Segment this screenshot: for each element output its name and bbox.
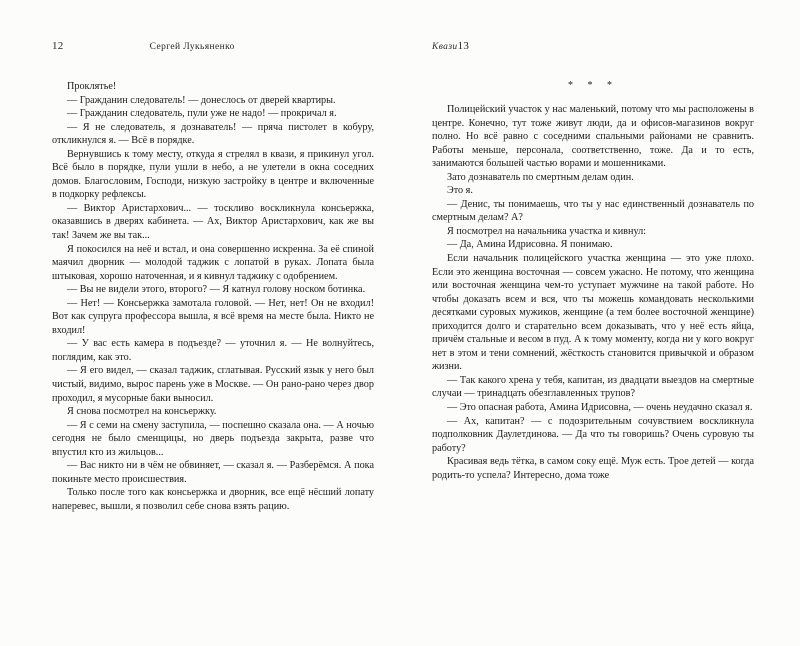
paragraph: Я снова посмотрел на консьержку.	[67, 406, 217, 418]
paragraph: — У вас есть камера в подъезде? — уточнил я. — Не волнуйтесь, поглядим, как это.	[52, 338, 374, 363]
paragraph: Зато дознаватель по смертным делам один.	[447, 171, 634, 183]
paragraph: — Я не следователь, я дознаватель! — пряча пистолет в кобуру, откликнулся я. — Всё в порядке.	[52, 121, 374, 147]
paragraph: Только после того как консьержка и дворник, все ещё нёсший лопату наперевес, вышли, я позволил себе снова взять рацию.	[52, 487, 374, 512]
paragraph: Вернувшись к тому месту, откуда я стрелял в квази, я прикинул угол. Всё было в порядке, пули ушли в небо, а не улетели в окна соседних домов. Благословим, Господи, низкую застройку в центре и включенные в подкорку рефлексы.	[52, 148, 374, 201]
paragraph: Я посмотрел на начальника участка и кивнул:	[447, 225, 647, 237]
paragraph: — Денис, ты понимаешь, что ты у нас единственный дознаватель по смертным делам? А?	[432, 198, 754, 224]
paragraph: — Я его видел, — сказал таджик, сглатывая. Русский язык у него был чистый, видимо, вырос парень уже в Москве. — Он рано-рано через двор проходил, я мусорные баки выносил.	[52, 365, 374, 404]
left-page-body	[52, 80, 374, 514]
paragraph: — Гражданин следователь! — донеслось от дверей квартиры.	[67, 94, 336, 106]
paragraph: Это я.	[447, 185, 473, 197]
right-page-number: 13	[457, 40, 470, 52]
right-running-head-title: Квази	[432, 42, 458, 52]
left-page-number: 12	[52, 40, 64, 52]
left-running-head-title: Сергей Лукьяненко	[149, 42, 235, 52]
paragraph: — Я с семи на смену заступила, — поспешно сказала она. — А ночью сегодня не было сменщицы, но дверь подъезда закрыта, разве что впустил кто из жильцов...	[52, 419, 374, 458]
scene-break: * * *	[568, 80, 618, 91]
paragraph: — Нет! — Консьержка замотала головой. — Нет, нет! Он не входил! Вот как супруга профессора вышла, я всё время на месте была. Никто не входил!	[52, 297, 374, 336]
paragraph: Красивая ведь тётка, в самом соку ещё. Муж есть. Трое детей — когда родить-то успела? Интересно, дома тоже	[432, 456, 754, 481]
paragraph: — Вас никто ни в чём не обвиняет, — сказал я. — Разберёмся. А пока покиньте место происшествия.	[52, 460, 374, 485]
paragraph: — Виктор Аристархович... — тоскливо воскликнула консьержка, оказавшись в дверях кабинета. — Ах, Виктор Аристархович, как же вы так! Зачем же вы так...	[52, 202, 374, 242]
paragraph: Полицейский участок у нас маленький, потому что мы расположены в центре. Конечно, тут тоже живут люди, да и офисов-магазинов вокруг полно. Но всё равно с соседними спальными районами не сравнить. Работы меньше, персонала, соответственно, тоже. Да и то есть, занимаются большей частью ворами и мошенниками.	[432, 104, 754, 170]
left-running-head	[52, 40, 374, 54]
paragraph: — Это опасная работа, Амина Идрисовна, — очень неудачно сказал я.	[447, 402, 753, 414]
paragraph: Если начальник полицейского участка женщина — это уже плохо. Если это женщина восточная — совсем ужасно. Не потому, что женщина или восточная женщина чем-то уступает мужчине на такой работе. Но чтобы доказать всем и вся, что ты можешь командовать несколькими десятками суровых мужиков, женщине (а тем более восточной женщине) приходится долго и старательно всем доказывать, что у неё есть яйца, причём стальные и весом в пуд. А к тому моменту, когда ни у кого вокруг нет в этом и тени сомнений, жёсткость становится привычкой и образом жизни.	[432, 253, 754, 373]
right-page	[400, 0, 800, 646]
paragraph: — Ах, капитан? — с подозрительным сочувствием воскликнула подполковник Даулетдинова. — Да что ты говоришь? Очень суровую ты работу?	[432, 415, 754, 454]
right-page-body	[432, 103, 754, 482]
paragraph: Проклятье!	[67, 81, 117, 92]
right-running-head	[432, 40, 754, 54]
paragraph: — Гражданин следователь, пули уже не надо! — прокричал я.	[67, 108, 337, 120]
paragraph: Я покосился на неё и встал, и она совершенно искренна. За её спиной маячил дворник — молодой таджик с лопатой в руках. Лопата была штыковая, хорошо наточенная, и я кивнул таджику с одобрением.	[52, 243, 374, 282]
paragraph: — Да, Амина Идрисовна. Я понимаю.	[447, 239, 613, 251]
paragraph: — Так какого хрена у тебя, капитан, из двадцати выездов на смертные случаи — тринадцать обезглавленных трупов?	[432, 374, 754, 400]
paragraph: — Вы не видели этого, второго? — Я катнул голову носком ботинка.	[67, 284, 366, 296]
